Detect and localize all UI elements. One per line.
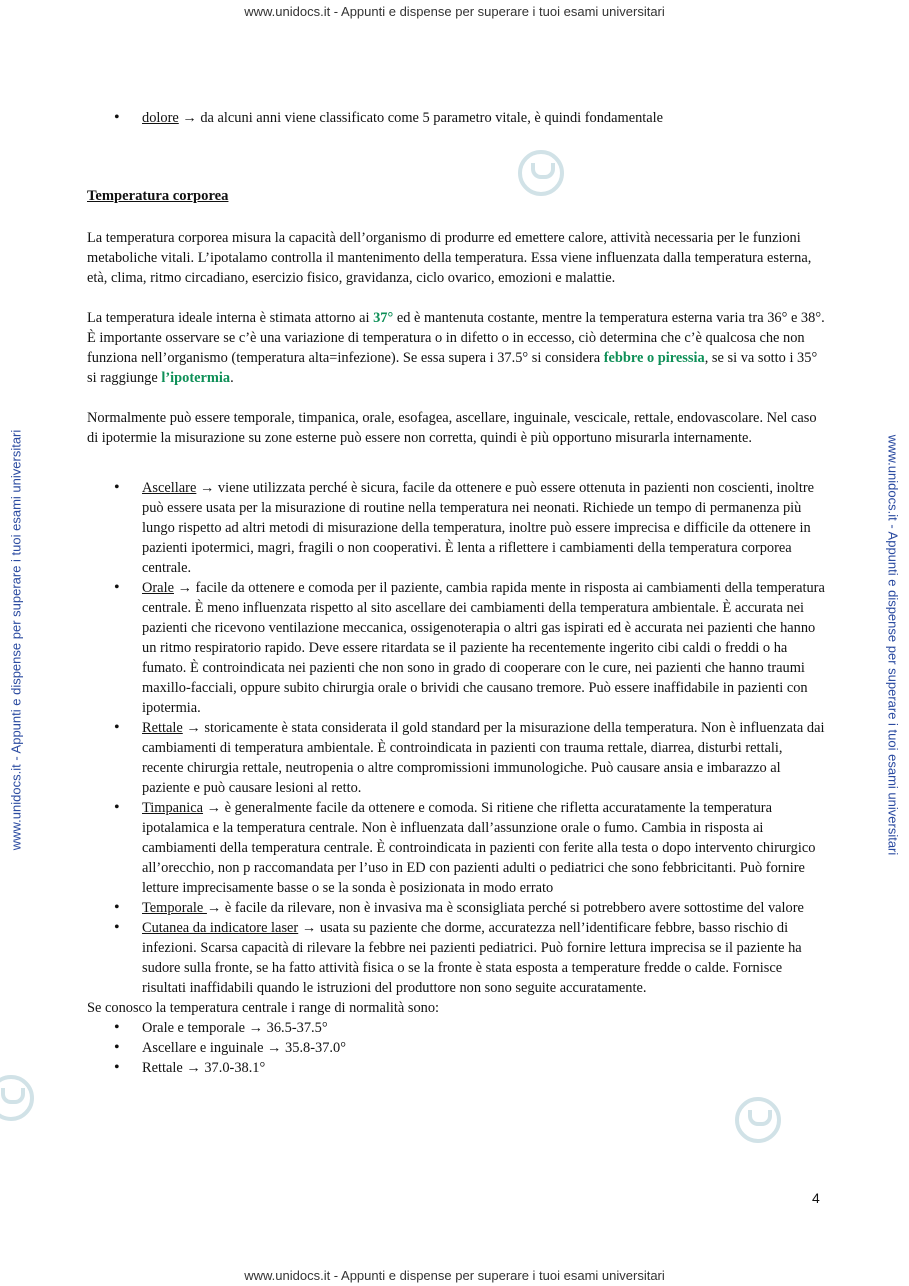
unidocs-logo-icon	[735, 1097, 781, 1143]
paragraph-sites: Normalmente può essere temporale, timpanica, orale, esofagea, ascellare, inguinale, vescicale, rettale, endovascolare. Nel caso di ipotermie la misurazione su zone esterne può essere non corretta, quindi è più opportuno misurarla internamente.	[87, 410, 817, 446]
site-text: → facile da ottenere e comoda per il paziente, cambia rapida mente in risposta ai cambiamenti della temperatura centrale. È meno influenzata rispetto al sito ascellare dei cambiamenti della temperatura ambientale. È accurata nei pazienti che ricevono ventilazione meccanica, ossigenoterapia o altri gas ispirati ed è accurata nei pazienti che hanno un ritmo respiratorio rapido. Deve essere ritardata se il paziente ha recentemente ingerito cibi caldi o freddi o ha fumato. È controindicata nei pazienti che non sono in grado di cooperare con le cure, nei pazienti che hanno traumi maxillo-facciali, oppure subito chirurgia orale o brividi che causano tremore. Può essere inaffidabile in pazienti con ipotermia.	[142, 580, 825, 716]
paragraph-ideal-temperature	[87, 308, 825, 388]
unidocs-logo-icon	[518, 150, 564, 196]
list-item-temporale	[87, 898, 825, 918]
list-item-range: • Rettale → 37.0-38.1°	[87, 1058, 825, 1078]
list-item-timpanica	[87, 798, 825, 898]
term: Orale	[142, 580, 174, 596]
highlight-ipotermia: l’ipotermia	[161, 370, 231, 386]
text-span: , se si va sotto i 35° si raggiunge	[87, 350, 818, 386]
text-span: ed è mantenuta costante, mentre la temperatura esterna varia tra 36° e 38°. È importante osservare se c’è una variazione di temperatura o in difetto o in eccesso, ciò determina che c’è qualcosa che non funziona nell’organismo (temperatura alta=infezione). Se essa supera i 37.5° si considera	[87, 310, 825, 366]
watermark-bottom: www.unidocs.it - Appunti e dispense per superare i tuoi esami universitari	[244, 1268, 665, 1283]
body-text	[87, 228, 825, 1078]
page-number: 4	[812, 1190, 820, 1206]
top-bullet-list	[87, 108, 825, 128]
term: Temporale	[142, 900, 207, 916]
highlight-febbre: febbre o piressia	[603, 350, 705, 366]
watermark-right: www.unidocs.it - Appunti e dispense per superare i tuoi esami universitari	[885, 434, 901, 856]
text-span: .	[230, 370, 234, 386]
list-item-orale	[87, 578, 825, 718]
list-item-rettale	[87, 718, 825, 798]
unidocs-logo-icon	[0, 1075, 34, 1121]
site-text: → è generalmente facile da ottenere e comoda. Si ritiene che rifletta accuratamente la temperatura ipotalamica e la temperatura centrale. Non è influenzata dall’assunzione orale o fumo. Cambia in risposta ai cambiamenti della temperatura centrale. È controindicata in pazienti con ferite alla testa o dopo intervento chirurgico all’orecchio, non p raccomandata per l’uso in ED con pazienti adulti o pediatrici che sono febbricitanti. Può fornire letture imprecisamente basse o se la sonda è posizionata in modo errato	[142, 800, 816, 896]
list-item-cutanea	[87, 918, 825, 998]
list-item-range: • Orale e temporale → 36.5-37.5°	[87, 1018, 825, 1038]
bullet-text: → da alcuni anni viene classificato come 5 parametro vitale, è quindi fondamentale	[178, 110, 664, 126]
term-dolore: dolore	[142, 110, 179, 126]
ranges-list	[87, 1018, 825, 1078]
list-item	[87, 108, 825, 128]
list-item-ascellare	[87, 478, 825, 578]
watermark-left: www.unidocs.it - Appunti e dispense per superare i tuoi esami universitari	[8, 429, 24, 851]
ranges-intro: Se conosco la temperatura centrale i range di normalità sono:	[87, 1000, 440, 1016]
term: Rettale	[142, 720, 183, 736]
highlight-37: 37°	[373, 310, 394, 326]
term: Cutanea da indicatore laser	[142, 920, 299, 936]
site-text: → storicamente è stata considerata il gold standard per la misurazione della temperatura. Non è influenzata dai cambiamenti di temperatura ambientale. È controindicata in pazienti con trauma rettale, diarrea, disturbi rettali, recente chirurgia rettale, neutropenia o altre compromissioni immunologiche. Può causare ansia e imbarazzo al paziente e può causare lesioni al retto.	[142, 720, 825, 796]
watermark-top: www.unidocs.it - Appunti e dispense per superare i tuoi esami universitari	[244, 4, 665, 19]
site-text: → è facile da rilevare, non è invasiva ma è sconsigliata perché si potrebbero avere sottostime del valore	[206, 900, 804, 916]
term: Timpanica	[142, 800, 204, 816]
list-item-range: • Ascellare e inguinale → 35.8-37.0°	[87, 1038, 825, 1058]
site-text: → viene utilizzata perché è sicura, facile da ottenere e può essere ottenuta in pazienti non coscienti, inoltre può essere usata per la misurazione di routine nella temperatura nei neonati. Richiede un tempo di permanenza più lungo rispetto ad altri metodi di misurazione della temperatura, inoltre può essere imprecisa e difficile da ottenere in pazienti ipotermici, magri, fragili o non cooperativi. È lenta a riflettere i cambiamenti della temperatura corporea centrale.	[142, 480, 815, 576]
paragraph-intro: La temperatura corporea misura la capacità dell’organismo di produrre ed emettere calore, attività necessaria per le funzioni metaboliche vitali. L’ipotalamo controlla il mantenimento della temperatura. Essa viene influenzata dalla temperatura esterna, età, clima, ritmo circadiano, esercizio fisico, gravidanza, ciclo ovarico, emozioni e malattie.	[87, 230, 812, 286]
text-span: La temperatura ideale interna è stimata attorno ai	[87, 310, 374, 326]
section-heading: Temperatura corporea	[87, 188, 229, 204]
site-text: → usata su paziente che dorme, accuratezza nell’identificare febbre, basso rischio di infezioni. Scarsa capacità di rilevare la febbre nei pazienti pediatrici. Può fornire lettura imprecisa se il paziente ha sudore sulla fronte, se ha fatto attività fisica o se la fronte è stata esposta a temperature fredde o calde. Fornisce risultati inaffidabili quando le istruzioni del produttore non sono seguite accuratamente.	[142, 920, 802, 996]
measurement-sites-list	[87, 478, 825, 998]
term: Ascellare	[142, 480, 197, 496]
